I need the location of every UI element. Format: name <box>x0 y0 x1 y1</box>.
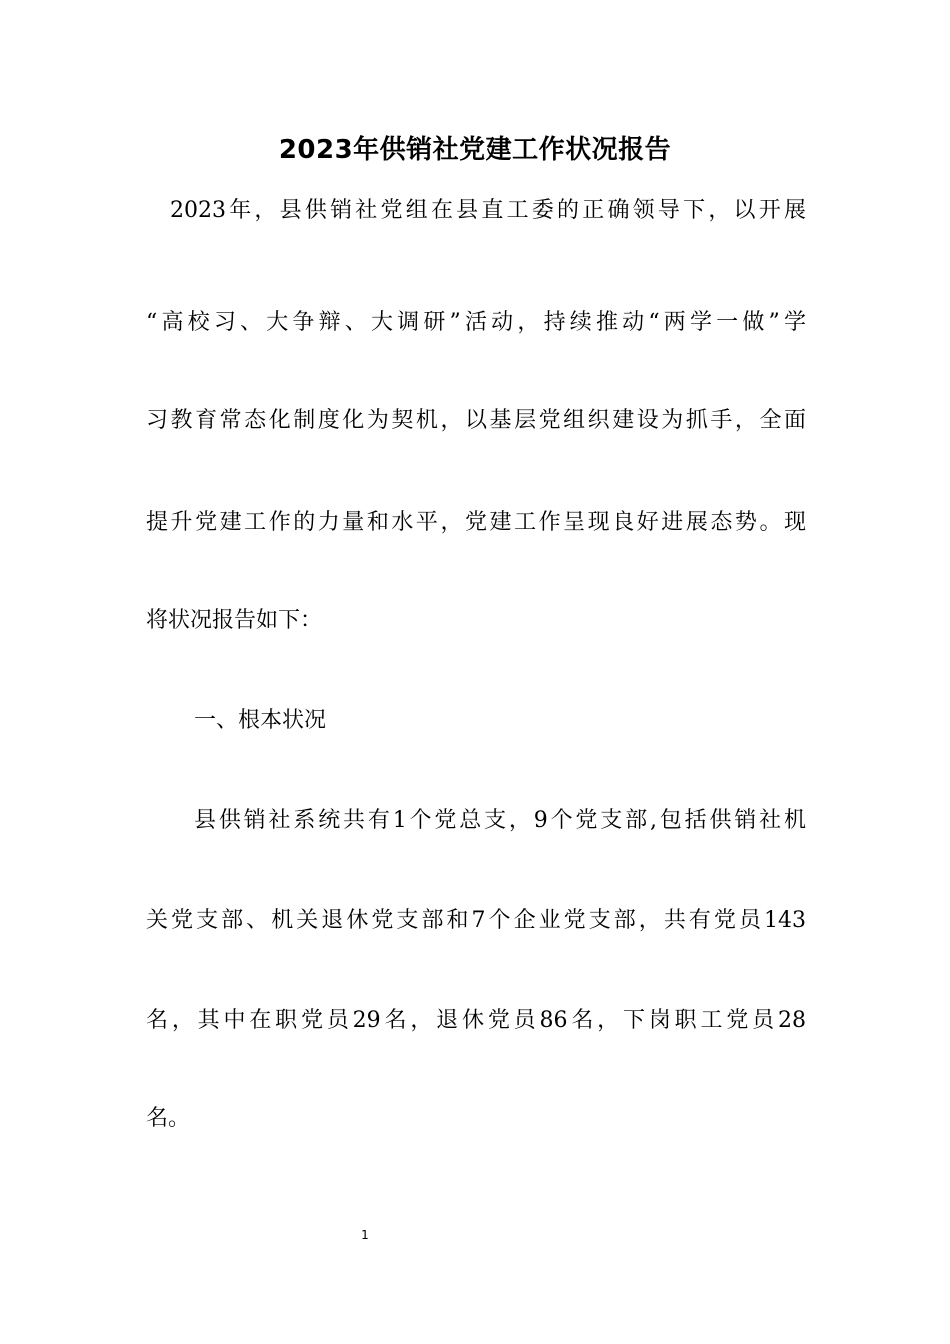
paragraph-2-line-2: 关党支部、机关退休党支部和7个企业党支部，共有党员143 <box>146 908 806 933</box>
section-heading: 一、根本状况 <box>194 708 327 733</box>
paragraph-1-line-1: 2023年，县供销社党组在县直工委的正确领导下，以开展 <box>170 198 806 223</box>
paragraph-1-line-4: 提升党建工作的力量和水平，党建工作呈现良好进展态势。现 <box>146 510 806 535</box>
paragraph-2-line-1: 县供销社系统共有1个党总支，9个党支部,包括供销社机 <box>194 808 806 833</box>
paragraph-2-line-4: 名。 <box>146 1106 191 1131</box>
paragraph-1-line-3: 习教育常态化制度化为契机，以基层党组织建设为抓手，全面 <box>146 408 806 433</box>
page-number: 1 <box>361 1228 369 1242</box>
paragraph-2-line-3: 名，其中在职党员29名，退休党员86名，下岗职工党员28 <box>146 1008 806 1033</box>
document-title: 2023年供销社党建工作状况报告 <box>278 135 672 165</box>
paragraph-1-line-2: “高校习、大争辩、大调研”活动，持续推动“两学一做”学 <box>146 310 806 335</box>
paragraph-1-line-5: 将状况报告如下： <box>146 608 323 633</box>
